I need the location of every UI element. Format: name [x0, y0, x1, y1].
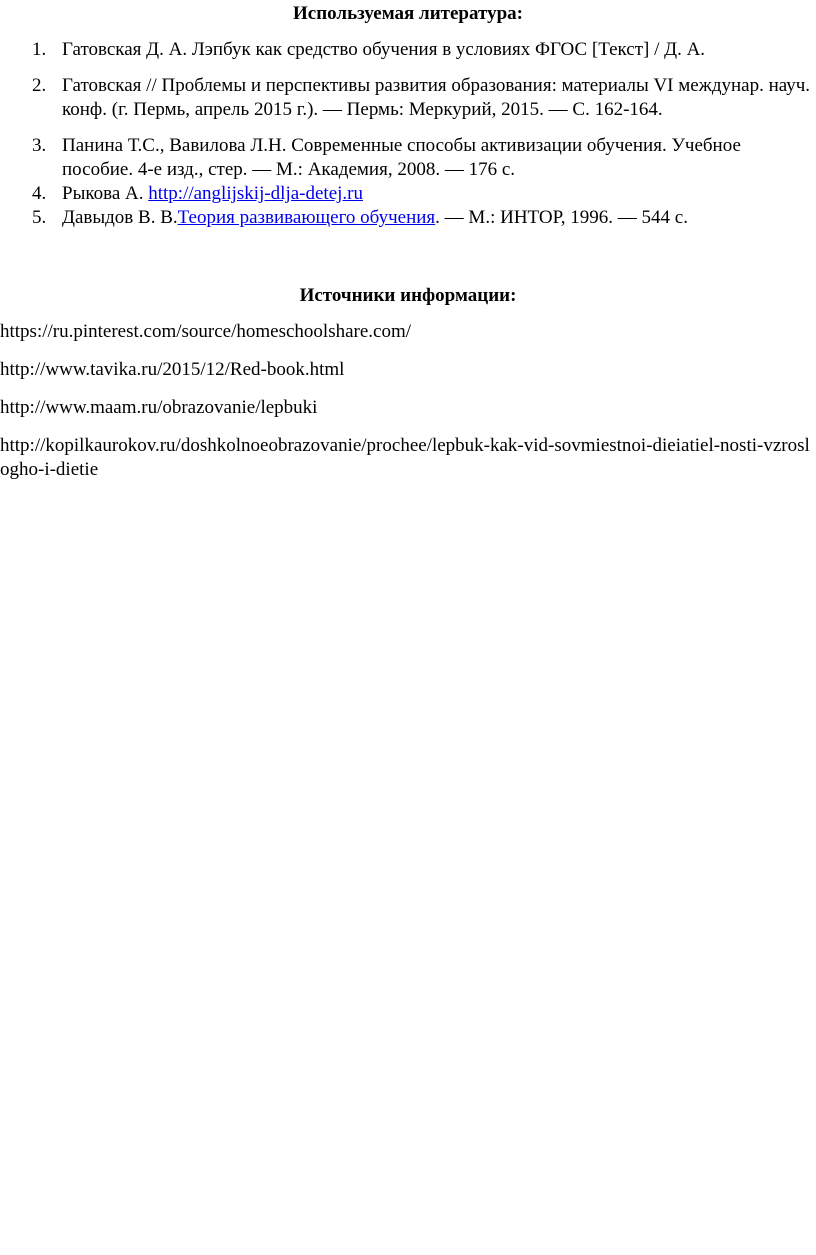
item-text: Панина Т.С., Вавилова Л.Н. Современные способы активизации обучения. Учебное пособие. 4-е изд., стер. — М.: Академия, 2008. — 176 с. [62, 135, 741, 180]
literature-heading: Используемая литература: [293, 3, 523, 24]
item-text: Гатовская Д. А. Лэпбук как средство обучения в условиях ФГОС [Текст] / Д. А. [62, 39, 706, 60]
item-number: 3. [32, 135, 47, 156]
item-suffix: . — М.: ИНТОР, 1996. — 544 с. [435, 207, 688, 228]
item-number: 2. [32, 75, 47, 96]
source-url: http://www.maam.ru/obrazovanie/lepbuki [0, 397, 318, 418]
item-text: Рыкова А. [62, 183, 149, 204]
item-text: Давыдов В. В. [62, 207, 178, 228]
source-url: http://kopilkaurokov.ru/doshkolnoeobrazovanie/prochee/lepbuk-kak-vid-sovmiestnoi-dieiatiel-nosti-vzroslogho-i-dietie [0, 435, 810, 480]
item-number: 5. [32, 207, 47, 228]
list-item [0, 74, 816, 122]
anglijskij-link[interactable]: http://anglijskij-dlja-detej.ru [148, 183, 363, 204]
item-number: 4. [32, 183, 47, 204]
list-item [0, 206, 816, 230]
list-item [0, 38, 816, 62]
davydov-book-link[interactable]: Теория развивающего обучения [177, 207, 436, 228]
sources-heading: Источники информации: [299, 285, 517, 306]
item-number: 1. [32, 39, 47, 60]
list-item [0, 134, 816, 182]
literature-list [0, 38, 816, 230]
source-url: http://www.tavika.ru/2015/12/Red-book.html [0, 359, 345, 380]
source-url: https://ru.pinterest.com/source/homeschoolshare.com/ [0, 321, 412, 342]
item-text: Гатовская // Проблемы и перспективы развития образования: материалы VI междунар. науч. конф. (г. Пермь, апрель 2015 г.). — Пермь: Меркурий, 2015. — С. 162-164. [62, 75, 811, 120]
sources-list [0, 320, 812, 496]
list-item [0, 182, 816, 206]
